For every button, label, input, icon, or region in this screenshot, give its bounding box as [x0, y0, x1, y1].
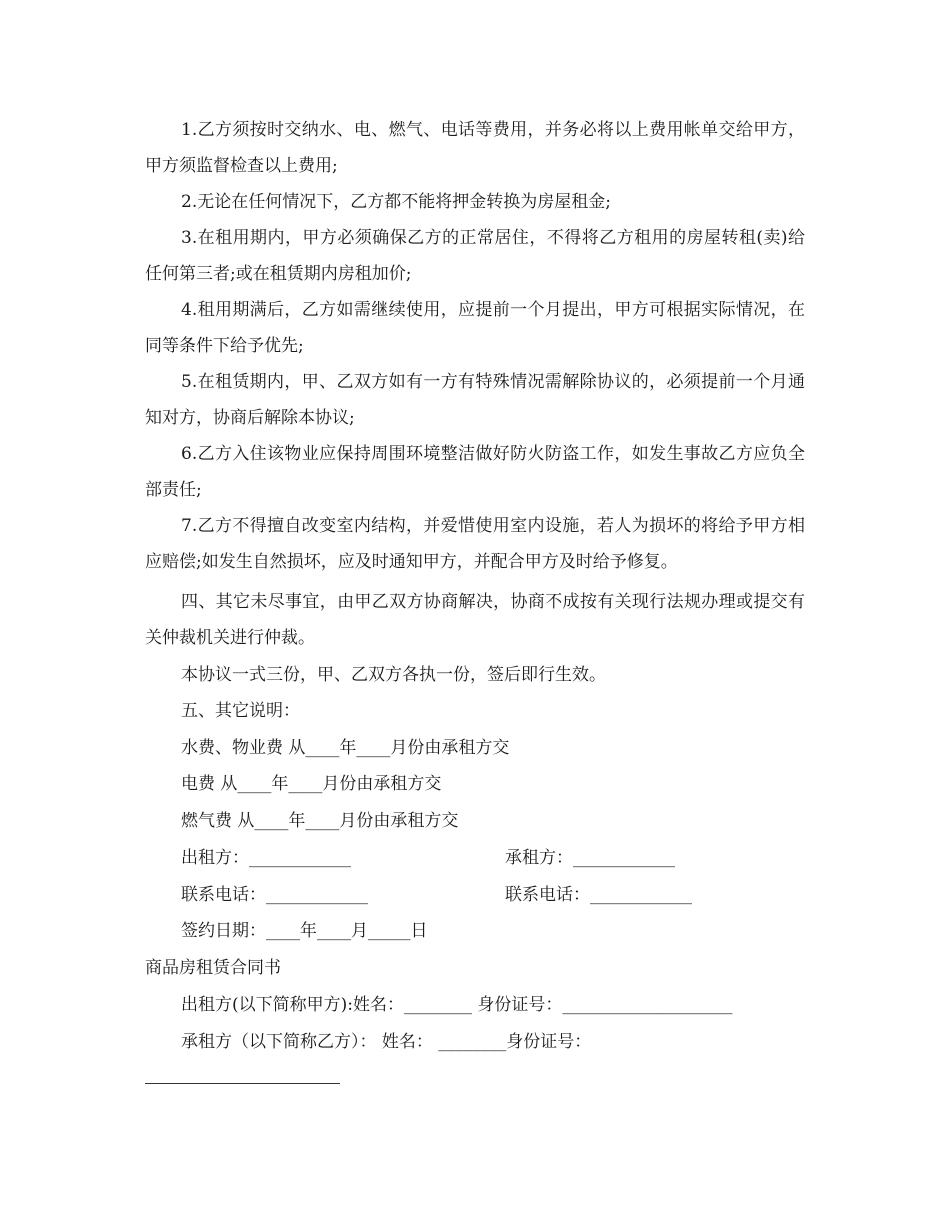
contract-title: 商品房租赁合同书: [145, 958, 281, 978]
signing-date-field: 签约日期：____年____月_____日: [181, 921, 428, 941]
lessor-identity-line: 出租方(以下简称甲方):姓名：________ 身份证号：____________________: [181, 995, 733, 1015]
fee-gas: 燃气费 从____年____月份由承租方交: [181, 811, 459, 831]
lessee-signature-field: 承租方：____________: [505, 848, 675, 868]
lessee-phone-field: 联系电话：____________: [505, 885, 692, 905]
id-number-blank-line: [145, 1083, 340, 1084]
lessor-signature-field: 出租方：____________: [181, 848, 351, 868]
clause-6: 6.乙方入住该物业应保持周围环境整洁做好防火防盗工作，如发生事故乙方应负全部责任;: [145, 444, 805, 500]
clause-1: 1.乙方须按时交纳水、电、燃气、电话等费用，并务必将以上费用帐单交给甲方，甲方须监督检查以上费用;: [145, 120, 805, 176]
fee-water-property: 水费、物业费 从____年____月份由承租方交: [181, 738, 510, 758]
section-4-disputes: 四、其它未尽事宜，由甲乙双方协商解决，协商不成按有关现行法规办理或提交有关仲裁机关进行仲裁。: [145, 592, 805, 648]
fee-electricity: 电费 从____年____月份由承租方交: [181, 774, 442, 794]
clause-2: 2.无论在任何情况下，乙方都不能将押金转换为房屋租金;: [181, 192, 611, 212]
copies-statement: 本协议一式三份，甲、乙双方各执一份，签后即行生效。: [181, 665, 606, 685]
lessee-identity-line: 承租方（以下简称乙方）： 姓名： ________身份证号：: [181, 1032, 592, 1052]
clause-3: 3.在租用期内，甲方必须确保乙方的正常居住，不得将乙方租用的房屋转租(卖)给任何第三者;或在租赁期内房租加价;: [145, 228, 805, 284]
clause-4: 4.租用期满后，乙方如需继续使用，应提前一个月提出，甲方可根据实际情况，在同等条件下给予优先;: [145, 300, 805, 356]
clause-7: 7.乙方不得擅自改变室内结构，并爱惜使用室内设施，若人为损坏的将给予甲方相应赔偿;如发生自然损坏，应及时通知甲方，并配合甲方及时给予修复。: [145, 516, 805, 572]
section-5-title: 五、其它说明：: [181, 701, 300, 721]
clause-5: 5.在租赁期内，甲、乙双方如有一方有特殊情况需解除协议的，必须提前一个月通知对方，协商后解除本协议;: [145, 372, 805, 428]
lessor-phone-field: 联系电话：____________: [181, 885, 368, 905]
